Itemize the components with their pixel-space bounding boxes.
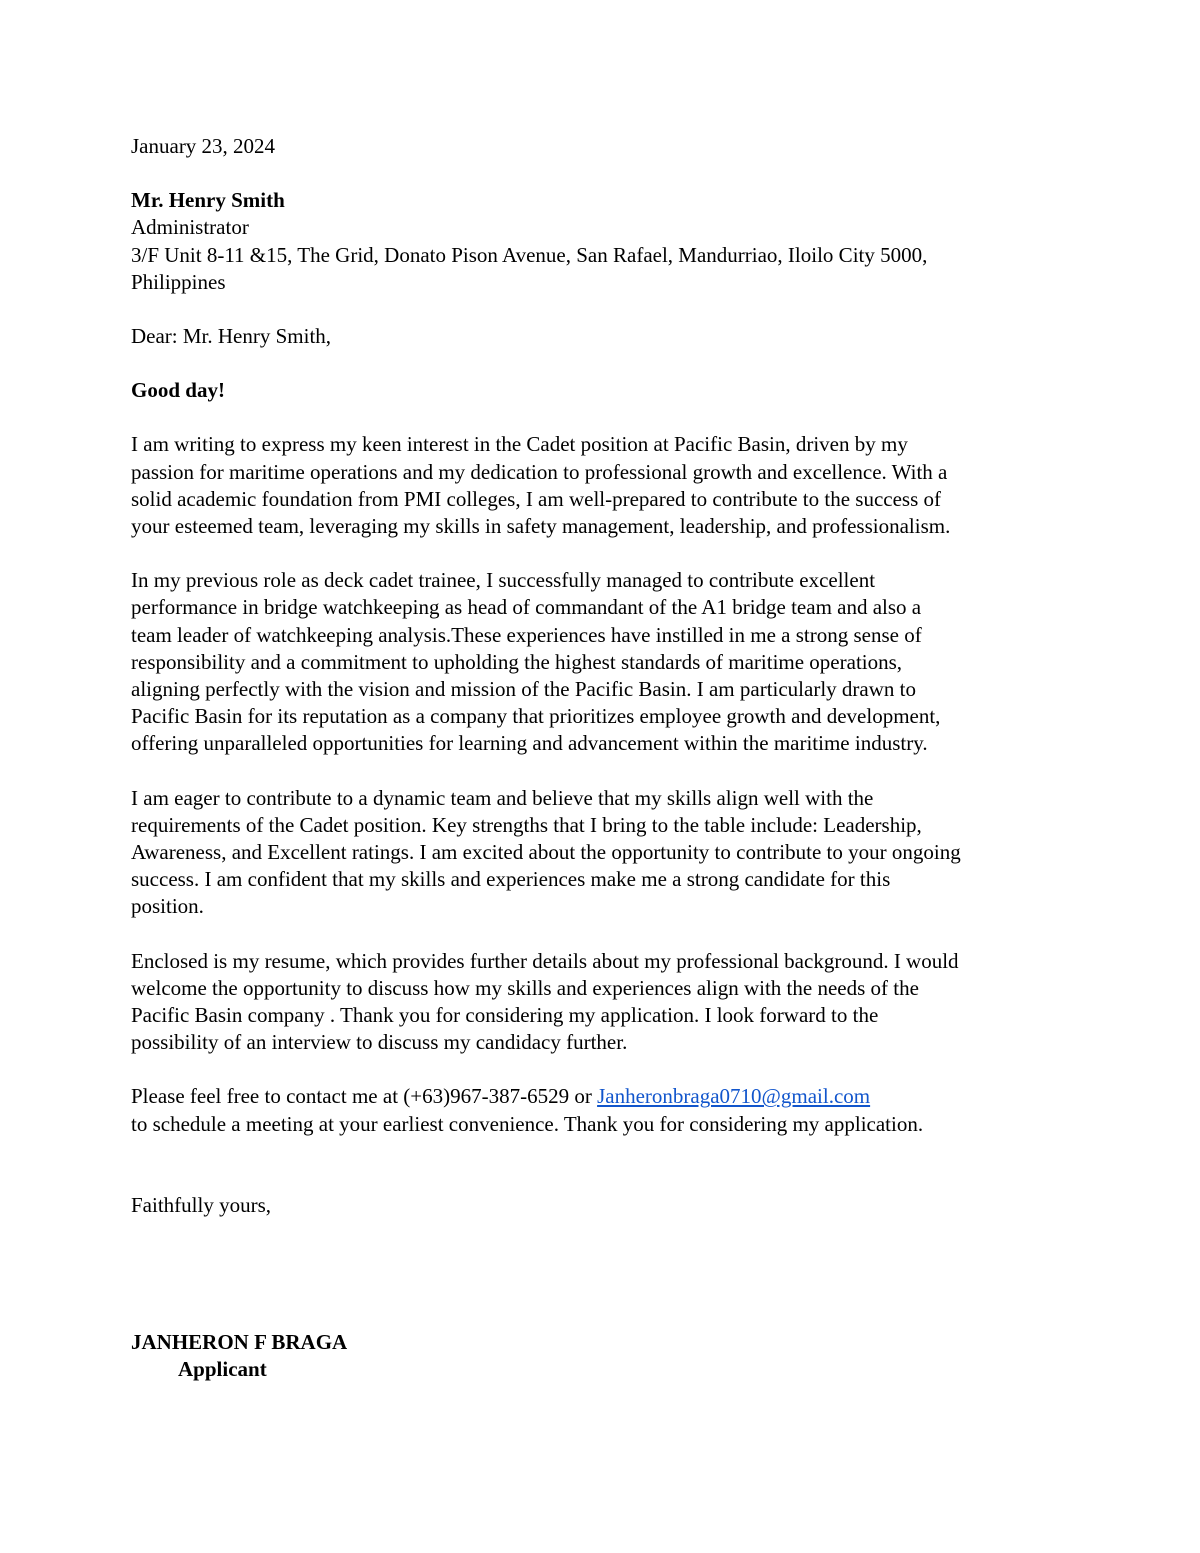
paragraph-line: offering unparalleled opportunities for learning and advancement within the maritime industry. bbox=[131, 731, 928, 756]
contact-paragraph bbox=[131, 1083, 1076, 1137]
paragraph-line: possibility of an interview to discuss my candidacy further. bbox=[131, 1030, 628, 1055]
paragraph-line: passion for maritime operations and my dedication to professional growth and excellence. With a bbox=[131, 459, 948, 484]
paragraph-line: solid academic foundation from PMI colleges, I am well-prepared to contribute to the success of bbox=[131, 486, 941, 511]
contact-line-1 bbox=[131, 1083, 1076, 1110]
recipient-address-line-2: Philippines bbox=[131, 269, 226, 294]
paragraph-line: Pacific Basin company . Thank you for considering my application. I look forward to the bbox=[131, 1003, 879, 1028]
greeting: Good day! bbox=[131, 378, 225, 403]
paragraph-line: I am eager to contribute to a dynamic team and believe that my skills align well with the bbox=[131, 785, 874, 810]
contact-prefix: Please feel free to contact me at (+63)967-387-6529 or bbox=[131, 1084, 598, 1109]
signature-title: Applicant bbox=[178, 1357, 267, 1382]
paragraph-1 bbox=[131, 431, 1076, 540]
paragraph-2 bbox=[131, 567, 1076, 757]
signature-name: JANHERON F BRAGA bbox=[131, 1330, 348, 1355]
letter-body bbox=[131, 133, 1076, 1384]
salutation: Dear: Mr. Henry Smith, bbox=[131, 324, 332, 349]
paragraph-line: position. bbox=[131, 894, 204, 919]
letter-date: January 23, 2024 bbox=[131, 134, 276, 158]
recipient-address-line-1: 3/F Unit 8-11 &15, The Grid, Donato Pison Avenue, San Rafael, Mandurriao, Iloilo City 5000, bbox=[131, 242, 928, 267]
paragraph-line: success. I am confident that my skills and experiences make me a strong candidate for this bbox=[131, 867, 891, 892]
paragraph-line: welcome the opportunity to discuss how my skills and experiences align with the needs of the bbox=[131, 975, 919, 1000]
contact-line-2: to schedule a meeting at your earliest convenience. Thank you for considering my application. bbox=[131, 1111, 924, 1136]
paragraph-line: requirements of the Cadet position. Key strengths that I bring to the table include: Leadership, bbox=[131, 812, 922, 837]
paragraph-line: Enclosed is my resume, which provides further details about my professional background. I would bbox=[131, 948, 959, 973]
recipient-title: Administrator bbox=[131, 215, 249, 240]
paragraph-line: team leader of watchkeeping analysis.These experiences have instilled in me a strong sense of bbox=[131, 622, 922, 647]
recipient-block bbox=[131, 187, 1076, 296]
closing: Faithfully yours, bbox=[131, 1192, 271, 1217]
recipient-name: Mr. Henry Smith bbox=[131, 188, 285, 213]
paragraph-line: your esteemed team, leveraging my skills in safety management, leadership, and professionalism. bbox=[131, 514, 951, 539]
spacer bbox=[131, 1138, 1076, 1192]
paragraph-line: Awareness, and Excellent ratings. I am excited about the opportunity to contribute to your ongoing bbox=[131, 840, 961, 865]
paragraph-line: responsibility and a commitment to upholding the highest standards of maritime operations, bbox=[131, 649, 903, 674]
paragraph-line: In my previous role as deck cadet trainee, I successfully managed to contribute excellent bbox=[131, 568, 876, 593]
paragraph-line: I am writing to express my keen interest in the Cadet position at Pacific Basin, driven by my bbox=[131, 432, 908, 457]
paragraph-4 bbox=[131, 948, 1076, 1057]
paragraph-line: Pacific Basin for its reputation as a company that prioritizes employee growth and development, bbox=[131, 704, 941, 729]
signature-space bbox=[131, 1219, 1076, 1329]
paragraph-3 bbox=[131, 785, 1076, 921]
paragraph-line: performance in bridge watchkeeping as head of commandant of the A1 bridge team and also a bbox=[131, 595, 922, 620]
paragraph-line: aligning perfectly with the vision and mission of the Pacific Basin. I am particularly drawn to bbox=[131, 677, 916, 702]
email-link[interactable]: Janheronbraga0710@gmail.com bbox=[597, 1084, 871, 1109]
